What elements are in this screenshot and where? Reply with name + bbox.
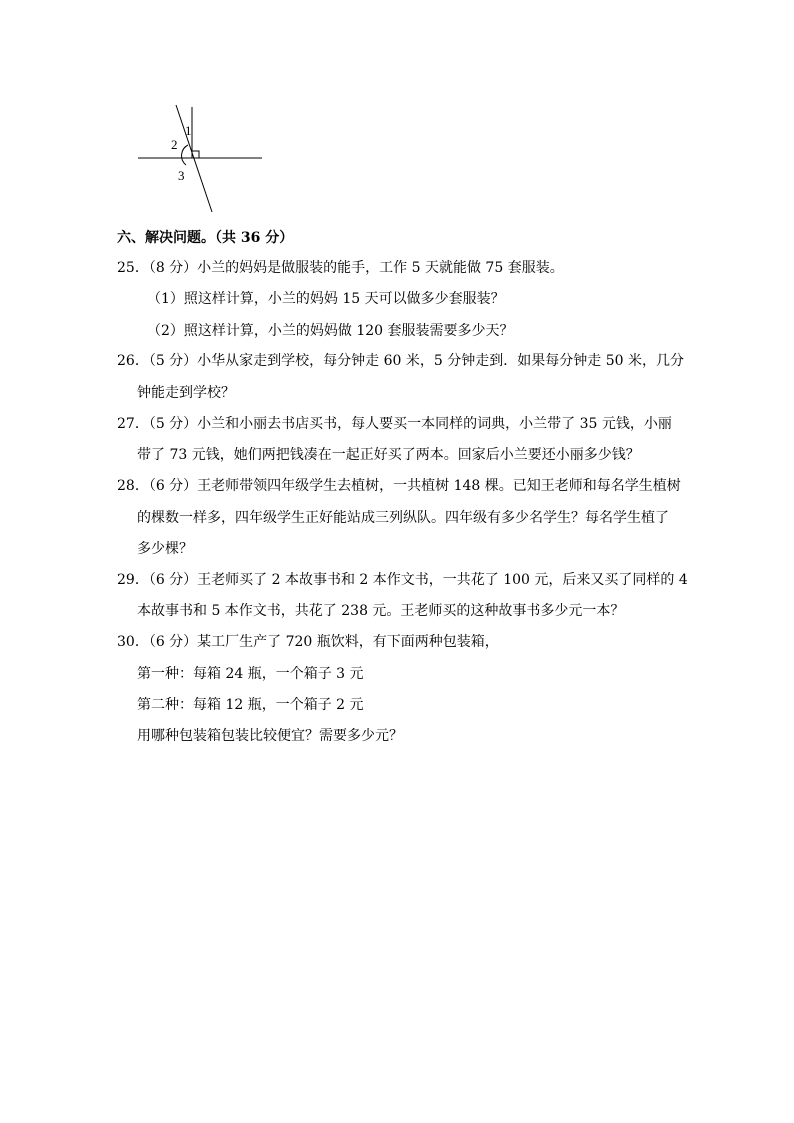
angle-figure: [138, 103, 264, 214]
question-28-line-2: 的棵数一样多，四年级学生正好能站成三列纵队。四年级有多少名学生？每名学生植了: [137, 510, 669, 526]
question-30-line-4: 用哪种包装箱包装比较便宜？需要多少元？: [137, 728, 403, 744]
question-27-line-2: 带了 73 元钱，她们两把钱凑在一起正好买了两本。回家后小兰要还小丽多少钱？: [137, 447, 640, 463]
angle-arc: [182, 145, 188, 165]
question-29-line-1: 29．（6 分）王老师买了 2 本故事书和 2 本作文书，一共花了 100 元，后来又买了同样的 4: [117, 572, 688, 588]
question-25-line-1: 25．（8 分）小兰的妈妈是做服装的能手，工作 5 天就能做 75 套服装。: [117, 260, 564, 276]
question-26-line-2: 钟能走到学校？: [137, 385, 235, 401]
angle-label-1: 1: [185, 123, 192, 138]
question-27-line-1: 27．（5 分）小兰和小丽去书店买书，每人要买一本同样的词典，小兰带了 35 元钱，小丽: [117, 416, 672, 432]
question-25-sub-1: （1）照这样计算，小兰的妈妈 15 天可以做多少套服装？: [147, 291, 505, 307]
question-30-line-1: 30．（6 分）某工厂生产了 720 瓶饮料，有下面两种包装箱，: [117, 634, 499, 650]
section-title: 六、解决问题。（共 36 分）: [117, 230, 294, 246]
question-30-option-2: 第二种：每箱 12 瓶，一个箱子 2 元: [137, 697, 364, 713]
question-26-line-1: 26．（5 分）小华从家走到学校，每分钟走 60 米，5 分钟走到．如果每分钟走 50 米，几分: [117, 353, 684, 369]
question-25-sub-2: （2）照这样计算，小兰的妈妈做 120 套服装需要多少天？: [147, 323, 514, 339]
question-29-line-2: 本故事书和 5 本作文书，共花了 238 元。王老师买的这种故事书多少元一本？: [137, 603, 625, 619]
question-28-line-1: 28．（6 分）王老师带领四年级学生去植树，一共植树 148 棵。已知王老师和每名学生植树: [117, 478, 681, 494]
question-30-option-1: 第一种：每箱 24 瓶，一个箱子 3 元: [137, 666, 364, 682]
question-28-line-3: 多少棵？: [137, 541, 193, 557]
angle-figure-svg: [138, 103, 264, 214]
angle-label-2: 2: [171, 137, 178, 152]
angle-label-3: 3: [178, 168, 185, 183]
